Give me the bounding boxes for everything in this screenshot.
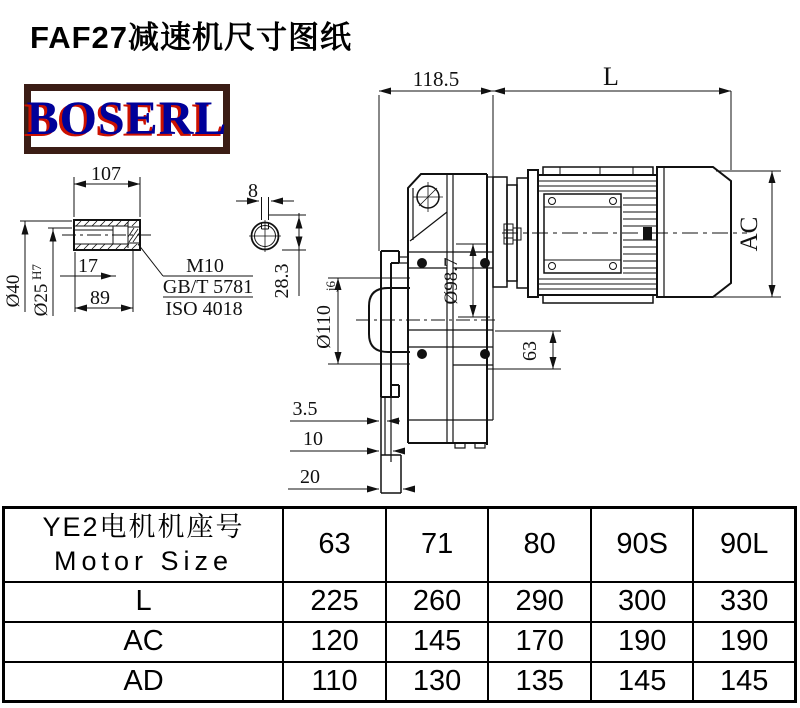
cell-AC-71: 145 — [386, 622, 488, 662]
motor-size-table — [2, 506, 797, 703]
cell-AC-90l: 190 — [693, 622, 795, 662]
cell-AD-80: 135 — [488, 662, 591, 702]
row-label-L: L — [4, 582, 284, 622]
cell-L-80: 290 — [488, 582, 591, 622]
header-col-71: 71 — [386, 508, 488, 582]
cell-AD-63: 110 — [283, 662, 386, 702]
table-row-AC — [4, 622, 796, 662]
dim-dia98-7: Ø98.7 — [441, 257, 462, 305]
dim-dia40: Ø40 — [3, 274, 24, 308]
callout-m10: M10 — [186, 255, 224, 277]
cell-AD-90s: 145 — [591, 662, 693, 702]
cell-L-71: 260 — [386, 582, 488, 622]
dim-17: 17 — [78, 255, 98, 277]
dim-28-3: 28.3 — [271, 263, 293, 299]
header-col-90l: 90L — [693, 508, 795, 582]
dim-118-5: 118.5 — [412, 67, 460, 91]
row-label-AD: AD — [4, 662, 284, 702]
dimension-labels — [3, 62, 763, 488]
cell-AC-80: 170 — [488, 622, 591, 662]
header-motor-size-cn: YE2电机机座号 — [42, 512, 245, 542]
page-title: FAF27减速机尺寸图纸 — [30, 20, 353, 55]
dim-10: 10 — [303, 428, 323, 450]
header-col-80: 80 — [488, 508, 591, 582]
table-row-L — [4, 582, 796, 622]
main-view-drawing — [288, 91, 781, 493]
dim-20: 20 — [300, 466, 320, 488]
callout-iso4018: ISO 4018 — [165, 298, 243, 320]
cell-AD-71: 130 — [386, 662, 488, 702]
dim-8: 8 — [248, 180, 258, 202]
cell-L-90l: 330 — [693, 582, 795, 622]
row-label-AC: AC — [4, 622, 284, 662]
cell-L-63: 225 — [283, 582, 386, 622]
dim-dia25-tol: H7 — [29, 264, 44, 280]
dim-L: L — [603, 62, 619, 91]
header-motor-size-en: Motor Size — [54, 545, 234, 576]
cell-AD-90l: 145 — [693, 662, 795, 702]
dim-dia110-tol: j6 — [323, 280, 338, 292]
cell-AC-90s: 190 — [591, 622, 693, 662]
dimension-drawing — [0, 60, 800, 506]
callout-gbt5781: GB/T 5781 — [162, 276, 254, 298]
table-row-AD — [4, 662, 796, 702]
dim-dia25: Ø25 — [31, 283, 52, 317]
header-col-90s: 90S — [591, 508, 693, 582]
dim-63: 63 — [519, 341, 541, 361]
cell-AC-63: 120 — [283, 622, 386, 662]
dim-dia110: Ø110 — [313, 305, 335, 349]
table-header-row — [4, 508, 796, 582]
brand-logo-text: BOSERL — [26, 92, 228, 145]
header-col-63: 63 — [283, 508, 386, 582]
dim-89: 89 — [90, 287, 110, 309]
dim-AC: AC — [736, 216, 763, 252]
header-motor-size — [4, 508, 284, 582]
dim-107: 107 — [91, 163, 121, 185]
dim-3-5: 3.5 — [292, 398, 318, 420]
cell-L-90s: 300 — [591, 582, 693, 622]
